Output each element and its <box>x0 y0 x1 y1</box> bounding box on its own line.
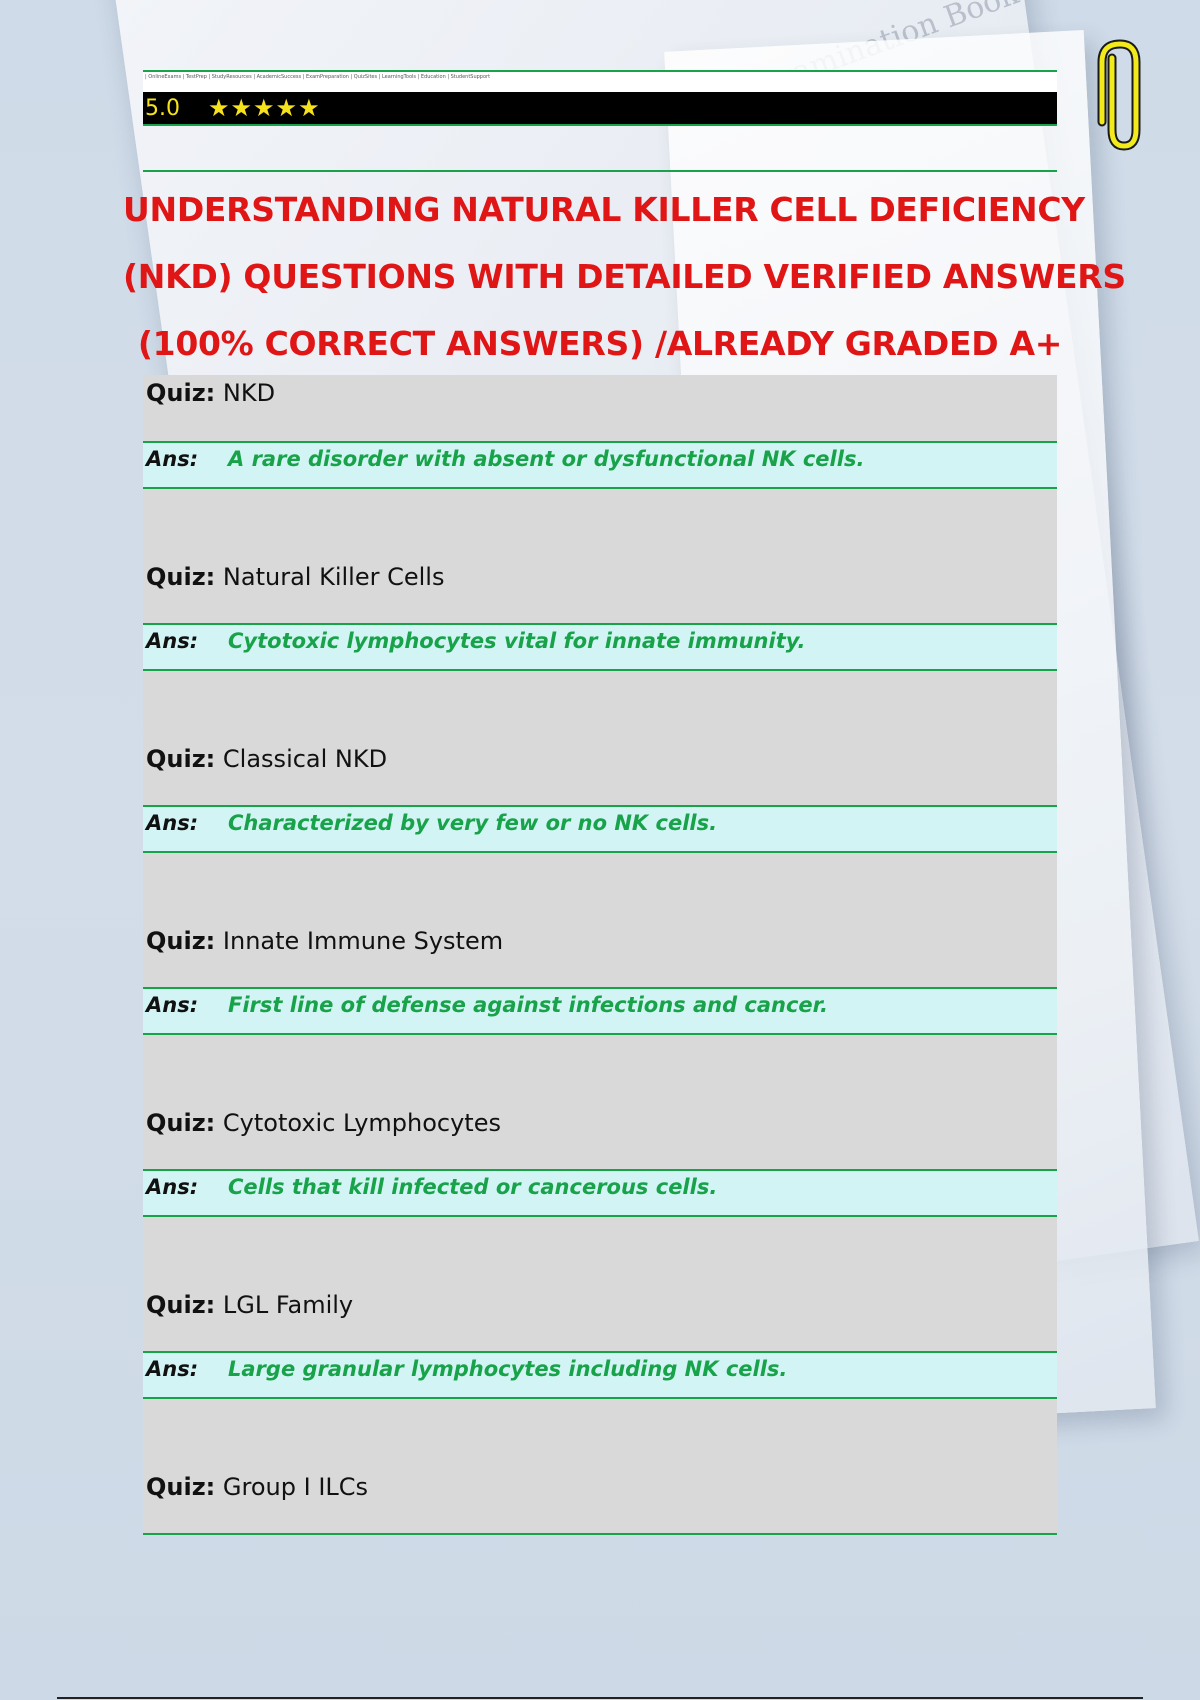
quiz-row <box>143 853 1057 989</box>
document-sheet <box>123 70 1126 1535</box>
answer-row <box>143 443 1057 489</box>
header-tags: | OnlineExams | TestPrep | StudyResources | AcademicSuccess | ExamPreparation | QuizSites | LearningTools | Education | StudentSupport <box>143 70 1057 92</box>
answer-label: Ans: <box>146 811 199 835</box>
answer-label: Ans: <box>146 993 199 1017</box>
quiz-label: Quiz: <box>146 745 216 773</box>
quiz-row <box>143 375 1057 443</box>
answer-label: Ans: <box>146 447 199 471</box>
quiz-term: Group I ILCs <box>222 1473 369 1501</box>
answer-row <box>143 1353 1057 1399</box>
answer-row <box>143 989 1057 1035</box>
answer-label: Ans: <box>146 1175 199 1199</box>
quiz-label: Quiz: <box>146 563 216 591</box>
star-rating-icon: ★★★★★ <box>208 94 321 122</box>
answer-label: Ans: <box>146 629 199 653</box>
rating-value: 5.0 <box>145 95 180 121</box>
quiz-label: Quiz: <box>146 927 216 955</box>
quiz-label: Quiz: <box>146 1109 216 1137</box>
answer-text: First line of defense against infections and cancer. <box>228 993 829 1017</box>
answer-text: Cytotoxic lymphocytes vital for innate immunity. <box>228 629 806 653</box>
quiz-term: LGL Family <box>222 1291 354 1319</box>
document-title <box>123 170 1126 377</box>
answer-text: Large granular lymphocytes including NK cells. <box>228 1357 788 1381</box>
answer-row <box>143 625 1057 671</box>
title-line: (NKD) QUESTIONS WITH DETAILED VERIFIED ANSWERS <box>123 257 1126 296</box>
quiz-row <box>143 671 1057 807</box>
answer-text: A rare disorder with absent or dysfunctional NK cells. <box>228 447 865 471</box>
quiz-label: Quiz: <box>146 379 216 407</box>
answer-text: Characterized by very few or no NK cells. <box>228 811 718 835</box>
quiz-term: Innate Immune System <box>222 927 504 955</box>
answer-row <box>143 1171 1057 1217</box>
qa-list <box>143 375 1057 1535</box>
quiz-label: Quiz: <box>146 1291 216 1319</box>
footer-rule <box>57 1697 1143 1699</box>
title-line: (100% CORRECT ANSWERS) /ALREADY GRADED A+ <box>137 324 1063 363</box>
answer-label: Ans: <box>146 1357 199 1381</box>
quiz-term: Classical NKD <box>222 745 388 773</box>
quiz-row <box>143 1217 1057 1353</box>
quiz-term: Natural Killer Cells <box>222 563 445 591</box>
rating-bar <box>143 92 1057 126</box>
quiz-term: Cytotoxic Lymphocytes <box>222 1109 501 1137</box>
quiz-row <box>143 489 1057 625</box>
answer-row <box>143 807 1057 853</box>
answer-text: Cells that kill infected or cancerous cells. <box>228 1175 718 1199</box>
quiz-row <box>143 1399 1057 1535</box>
title-line: UNDERSTANDING NATURAL KILLER CELL DEFICIENCY <box>123 190 1085 229</box>
quiz-term: NKD <box>222 379 276 407</box>
quiz-label: Quiz: <box>146 1473 216 1501</box>
paperclip-icon <box>1088 38 1144 154</box>
quiz-row <box>143 1035 1057 1171</box>
